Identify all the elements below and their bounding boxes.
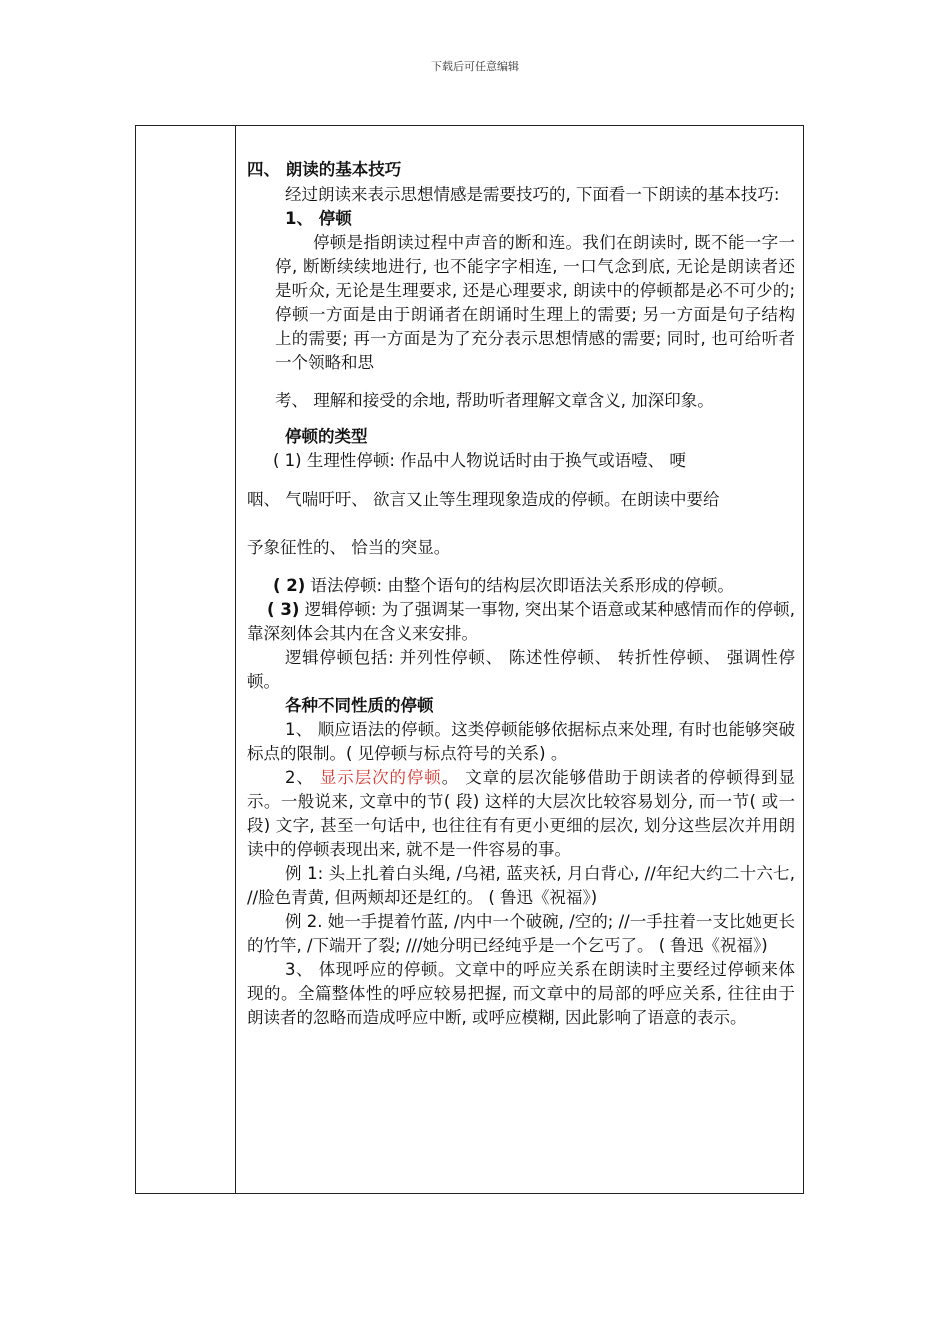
type2-text: 语法停顿: 由整个语句的结构层次即语法关系形成的停顿。 bbox=[305, 576, 734, 595]
type1-line3: 予象征性的、 恰当的突显。 bbox=[247, 538, 451, 557]
type1-line1: ( 1) 生理性停顿: 作品中人物说话时由于换气或语噎、 哽 bbox=[273, 451, 686, 470]
nature1-paragraph: 1、 顺应语法的停顿。这类停顿能够依据标点来处理, 有时也能够突破标点的限制。( 见停顿与标点符号的关系) 。 bbox=[247, 720, 795, 763]
type2-number: ( 2) bbox=[273, 576, 306, 595]
nature2-number: 2、 bbox=[284, 768, 320, 787]
lesson-content bbox=[247, 158, 795, 1030]
type3-number: ( 3) bbox=[267, 600, 300, 619]
logical-pause-types: 逻辑停顿包括: 并列性停顿、 陈述性停顿、 转折性停顿、 强调性停顿。 bbox=[247, 648, 795, 691]
type1-line2: 咽、 气喘吁吁、 欲言又止等生理现象造成的停顿。在朗读中要给 bbox=[247, 490, 720, 509]
nature2-paragraph bbox=[247, 766, 795, 862]
nature2-text: 。 文章的层次能够借助于朗读者的停顿得到显示。一般说来, 文章中的节( 段) 这样的大层次比较容易划分, 而一节( 或一段) 文字, 甚至一句话中, 也往往有有更小更细的层次, 划分这些层次并用朗读中的停顿表现出来, 就不是一件容易的事。 bbox=[247, 768, 796, 859]
lesson-table bbox=[135, 125, 804, 1194]
heading-pause-types: 停顿的类型 bbox=[285, 427, 368, 446]
example2: 例 2. 她一手提着竹蓝, /内中一个破碗, /空的; //一手拄着一支比她更长的竹竿, /下端开了裂; ///她分明已经纯乎是一个乞丐了。 ( 鲁迅《祝福》) bbox=[247, 912, 795, 955]
page-header: 下载后可任意编辑 bbox=[431, 60, 519, 73]
column-divider bbox=[235, 126, 236, 1193]
nature2-highlight: 显示层次的停顿 bbox=[319, 768, 442, 787]
pause-definition: 停顿是指朗读过程中声音的断和连。我们在朗读时, 既不能一字一停, 断断续续地进行, 也不能字字相连, 一口气念到底, 无论是朗读者还是听众, 无论是生理要求, 还是心理要求, 朗读中的停顿都是必不可少的; 停顿一方面是由于朗诵者在朗诵时生理上的需要; 另一方面是句子结构上的需要; 再一方面是为了充分表示思想情感的需要; 同时, 也可给听者一个领略和思 bbox=[275, 233, 795, 372]
example1: 例 1: 头上扎着白头绳, /乌裙, 蓝夹袄, 月白背心, //年纪大约二十六七, //脸色青黄, 但两颊却还是红的。 ( 鲁迅《祝福》) bbox=[247, 864, 795, 907]
type3-paragraph bbox=[247, 598, 795, 646]
type3-text: 逻辑停顿: 为了强调某一事物, 突出某个语意或某种感情而作的停顿, 靠深刻体会其内在含义来安排。 bbox=[247, 600, 795, 643]
type2-paragraph bbox=[247, 574, 795, 598]
pause-definition-end: 考、 理解和接受的余地, 帮助听者理解文章含义, 加深印象。 bbox=[275, 391, 714, 410]
heading-pause: 1、 停顿 bbox=[285, 209, 352, 228]
heading-pause-natures: 各种不同性质的停顿 bbox=[284, 696, 434, 715]
section-title: 四、 朗读的基本技巧 bbox=[247, 160, 402, 179]
intro-paragraph: 经过朗读来表示思想情感是需要技巧的, 下面看一下朗读的基本技巧: bbox=[284, 185, 780, 204]
nature3-paragraph: 3、 体现呼应的停顿。文章中的呼应关系在朗读时主要经过停顿来体现的。全篇整体性的呼应较易把握, 而文章中的局部的呼应关系, 往往由于朗读者的忽略而造成呼应中断, 或呼应模糊, 因此影响了语意的表示。 bbox=[247, 960, 795, 1027]
